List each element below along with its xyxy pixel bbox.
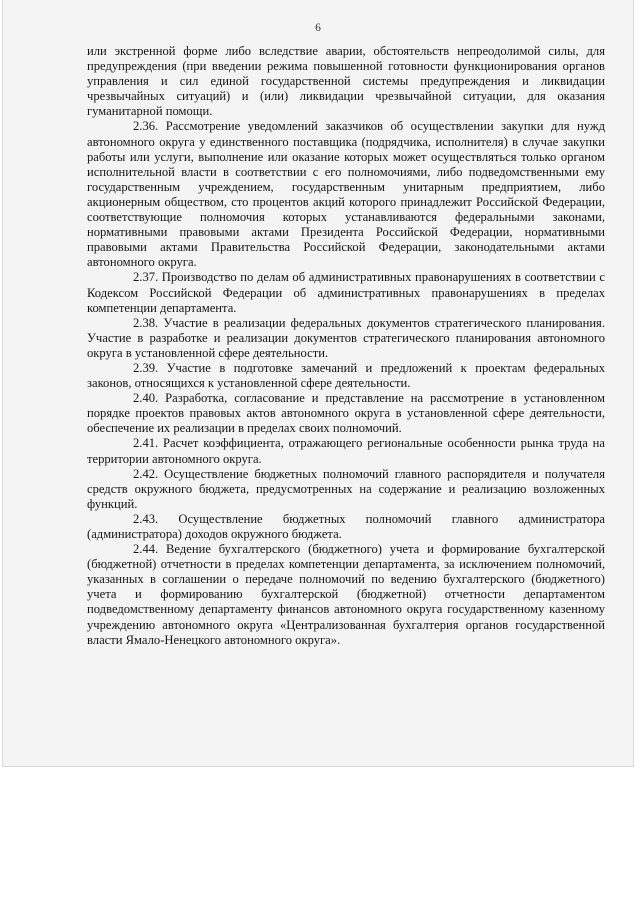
paragraph-2-36: 2.36. Рассмотрение уведомлений заказчиков об осуществлении закупки для нужд автономного округа у единственного поставщика (подрядчика, исполнителя) в случае закупки работы или услуги, выполнение или оказание которых может осуществляться только органом исполнительной власти в соответствии с его полномочиями, либо подведомственными ему государственным учреждением, государственным унитарным предприятием, либо акционерным обществом, сто процентов акций которого принадлежит Российской Федерации, соответствующие полномочия которых устанавливаются федеральными законами, нормативными правовыми актами Президента Российской Федерации, нормативными правовыми актами Правительства Российской Федерации, законодательными актами автономного округа. xyxy=(87,119,605,270)
paragraph-2-38: 2.38. Участие в реализации федеральных документов стратегического планирования. Участие в разработке и реализации документов стратегического планирования автономного округа в установленной сфере деятельности. xyxy=(87,315,605,360)
paragraph-2-44: 2.44. Ведение бухгалтерского (бюджетного) учета и формирование бухгалтерской (бюджетной) отчетности в пределах компетенции департамента, за исключением полномочий, указанных в соглашении о передаче полномочий по ведению бухгалтерского (бюджетного) учета и формированию бухгалтерской (бюджетной) отчетности департаментом подведомственному департаменту финансов автономного округа государственному казенному учреждению автономного округа «Централизованная бухгалтерия органов государственной власти Ямало-Ненецкого автономного округа». xyxy=(87,542,605,647)
paragraph-2-43: 2.43. Осуществление бюджетных полномочий главного администратора (администратора) доходов окружного бюджета. xyxy=(87,511,605,541)
document-page xyxy=(3,0,633,766)
paragraph-2-37: 2.37. Производство по делам об административных правонарушениях в соответствии с Кодексом Российской Федерации об административных правонарушениях в пределах компетенции департамента. xyxy=(87,270,605,315)
paragraph-continuation: или экстренной форме либо вследствие аварии, обстоятельств непреодолимой силы, для предупреждения (при введении режима повышенной готовности функционирования органов управления и сил единой государственной системы предупреждения и ликвидации чрезвычайных ситуаций) и (или) ликвидации чрезвычайной ситуации, для оказания гуманитарной помощи. xyxy=(87,44,605,119)
paragraph-2-39: 2.39. Участие в подготовке замечаний и предложений к проектам федеральных законов, относящихся к установленной сфере деятельности. xyxy=(87,360,605,391)
page-number: 6 xyxy=(315,22,321,34)
paragraph-2-40: 2.40. Разработка, согласование и представление на рассмотрение в установленном порядке проектов правовых актов автономного округа в установленной сфере деятельности, обеспечение их реализации в пределах своих полномочий. xyxy=(87,391,605,436)
paragraph-2-42: 2.42. Осуществление бюджетных полномочий главного распорядителя и получателя средств окружного бюджета, предусмотренных на содержание и реализацию возложенных функций. xyxy=(87,466,605,511)
blank-area xyxy=(0,766,640,905)
document-body xyxy=(87,44,605,648)
paragraph-2-41: 2.41. Расчет коэффициента, отражающего региональные особенности рынка труда на территории автономного округа. xyxy=(87,436,605,466)
